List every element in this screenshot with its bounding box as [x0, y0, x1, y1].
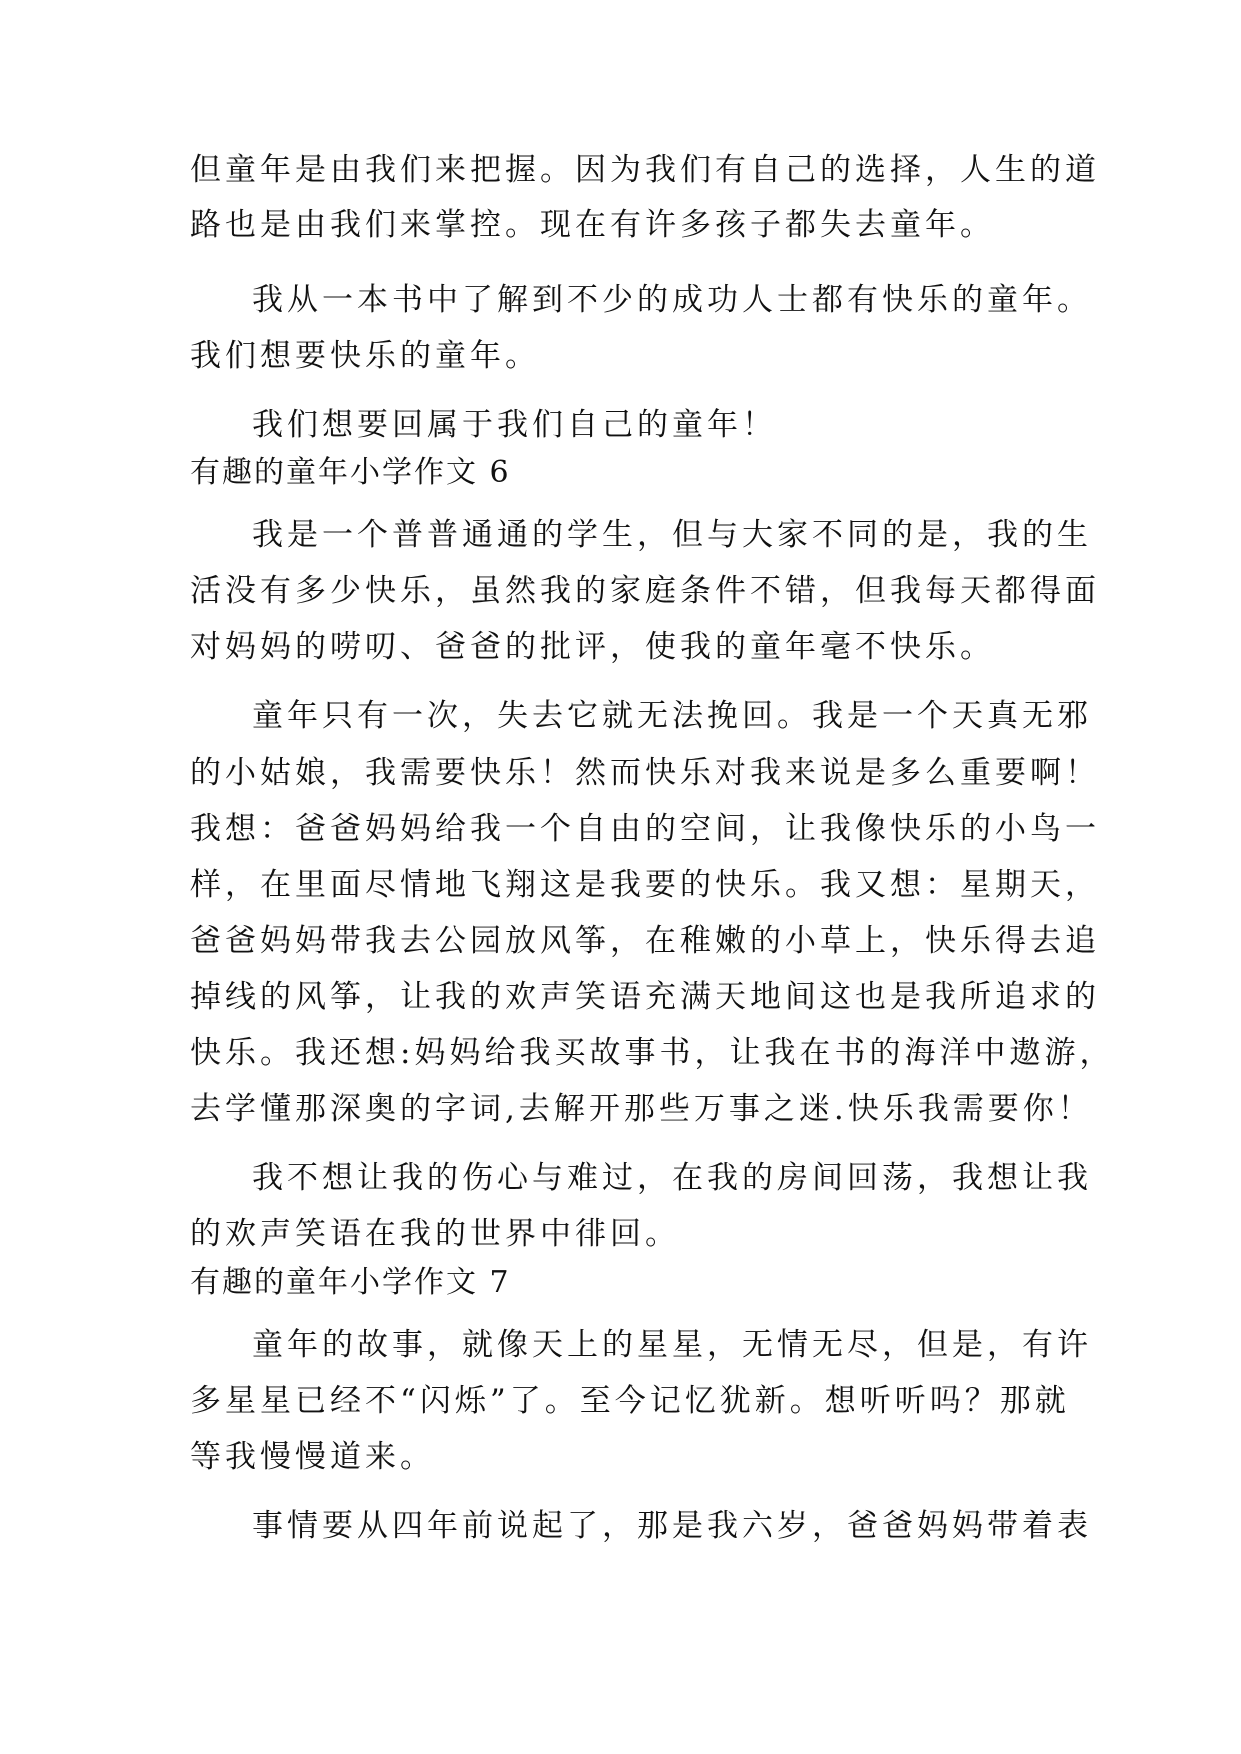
paragraph-line: 童年的故事，就像天上的星星，无情无尽，但是，有许 — [252, 1327, 1092, 1363]
paragraph-line: 我从一本书中了解到不少的成功人士都有快乐的童年。 — [252, 282, 1092, 318]
paragraph-line: 我是一个普普通通的学生，但与大家不同的是，我的生 — [252, 517, 1092, 553]
paragraph-line: 事情要从四年前说起了，那是我六岁，爸爸妈妈带着表 — [252, 1508, 1092, 1544]
paragraph-line: 多星星已经不“闪烁”了。至今记忆犹新。想听听吗？那就 — [190, 1383, 1070, 1419]
paragraph-line: 样，在里面尽情地飞翔这是我要的快乐。我又想：星期天， — [190, 867, 1100, 903]
section-heading: 有趣的童年小学作文 6 — [190, 455, 511, 490]
paragraph-line: 快乐。我还想:妈妈给我买故事书，让我在书的海洋中遨游， — [190, 1035, 1115, 1071]
paragraph-line: 爸爸妈妈带我去公园放风筝，在稚嫩的小草上，快乐得去追 — [190, 923, 1100, 959]
paragraph-line: 活没有多少快乐，虽然我的家庭条件不错，但我每天都得面 — [190, 573, 1100, 609]
paragraph-line: 我们想要快乐的童年。 — [190, 338, 540, 374]
paragraph-line: 我不想让我的伤心与难过，在我的房间回荡，我想让我 — [252, 1160, 1092, 1196]
paragraph-line: 对妈妈的唠叨、爸爸的批评，使我的童年毫不快乐。 — [190, 629, 995, 665]
paragraph-line: 童年只有一次，失去它就无法挽回。我是一个天真无邪 — [252, 698, 1092, 734]
paragraph-line: 的小姑娘，我需要快乐！然而快乐对我来说是多么重要啊！ — [190, 755, 1100, 791]
section-heading: 有趣的童年小学作文 7 — [190, 1265, 511, 1300]
paragraph-line: 去学懂那深奥的字词,去解开那些万事之迷.快乐我需要你！ — [190, 1091, 1093, 1127]
paragraph-line: 我们想要回属于我们自己的童年！ — [252, 407, 777, 443]
paragraph-line: 但童年是由我们来把握。因为我们有自己的选择，人生的道 — [190, 152, 1100, 188]
paragraph-line: 等我慢慢道来。 — [190, 1439, 435, 1475]
paragraph-line: 路也是由我们来掌控。现在有许多孩子都失去童年。 — [190, 207, 995, 243]
paragraph-line: 的欢声笑语在我的世界中徘回。 — [190, 1216, 680, 1252]
paragraph-line: 我想：爸爸妈妈给我一个自由的空间，让我像快乐的小鸟一 — [190, 811, 1100, 847]
paragraph-line: 掉线的风筝，让我的欢声笑语充满天地间这也是我所追求的 — [190, 979, 1100, 1015]
